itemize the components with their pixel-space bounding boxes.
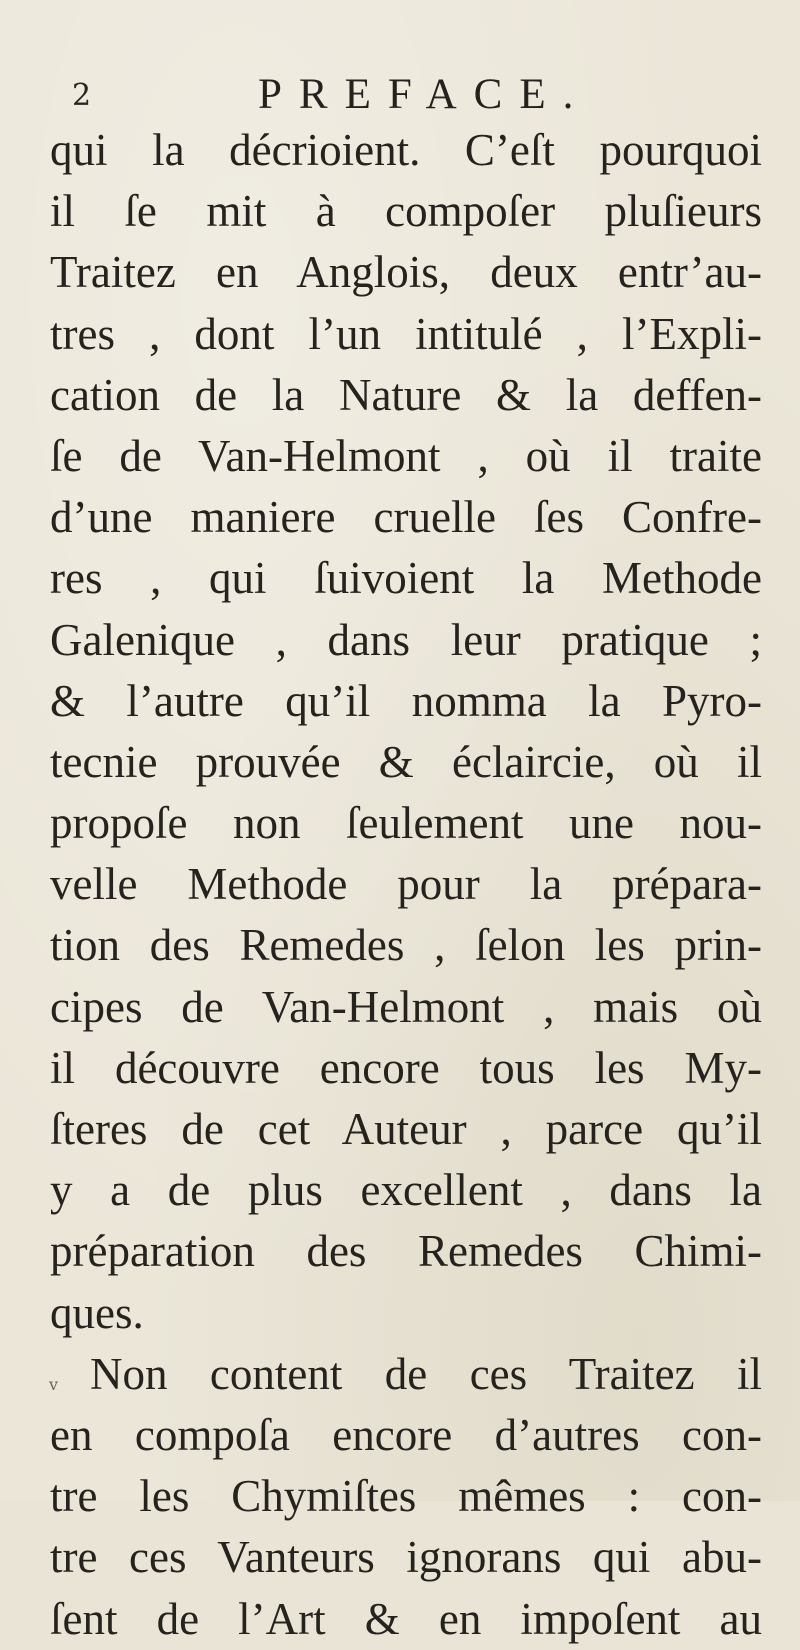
page-number: 2 (72, 78, 92, 113)
text-line: il découvre encore tous les My- (50, 1042, 762, 1093)
text-line: tres , dont l’un intitulé , l’Expli- (50, 308, 762, 359)
running-head: PREFACE. (258, 71, 591, 118)
signature-mark: v (49, 1375, 59, 1394)
text-line: tre les Chymiſtes mêmes : con- (50, 1471, 762, 1522)
body-text (50, 120, 762, 1650)
text-line: cation de la Nature & la deffen- (50, 369, 762, 420)
text-line: velle Methode pour la prépara- (50, 859, 762, 910)
text-line: ſent de l’Art & en impoſent au (50, 1593, 762, 1644)
text-line: tecnie prouvée & éclaircie, où il (50, 736, 762, 787)
text-line: ſteres de cet Auteur , parce qu’il (50, 1104, 762, 1154)
text-line: préparation des Remedes Chimi- (50, 1226, 762, 1277)
text-line: ſe de Van-Helmont , où il traite (50, 430, 762, 481)
text-line-paragraph-end: ques. (50, 1287, 144, 1338)
text-line: en compoſa encore d’autres con- (50, 1409, 762, 1460)
text-line: Galenique , dans leur pratique ; (50, 614, 762, 665)
text-line: cipes de Van-Helmont , mais où (50, 981, 762, 1032)
text-line: y a de plus excellent , dans la (50, 1165, 762, 1216)
text-line-paragraph-start: Non content de ces Traitez il (90, 1348, 762, 1399)
text-line: qui la décrioient. C’eſt pourquoi (50, 125, 762, 175)
text-line: d’une maniere cruelle ſes Confre- (50, 492, 762, 543)
text-line: propoſe non ſeulement une nou- (50, 798, 762, 849)
text-line: Traitez en Anglois, deux entr’au- (50, 247, 762, 298)
text-line: & l’autre qu’il nomma la Pyro- (50, 675, 762, 726)
text-line: tre ces Vanteurs ignorans qui abu- (50, 1532, 762, 1583)
text-line: res , qui ſuivoient la Methode (50, 553, 762, 604)
text-line: tion des Remedes , ſelon les prin- (50, 920, 762, 971)
text-line: il ſe mit à compoſer pluſieurs (50, 186, 762, 237)
